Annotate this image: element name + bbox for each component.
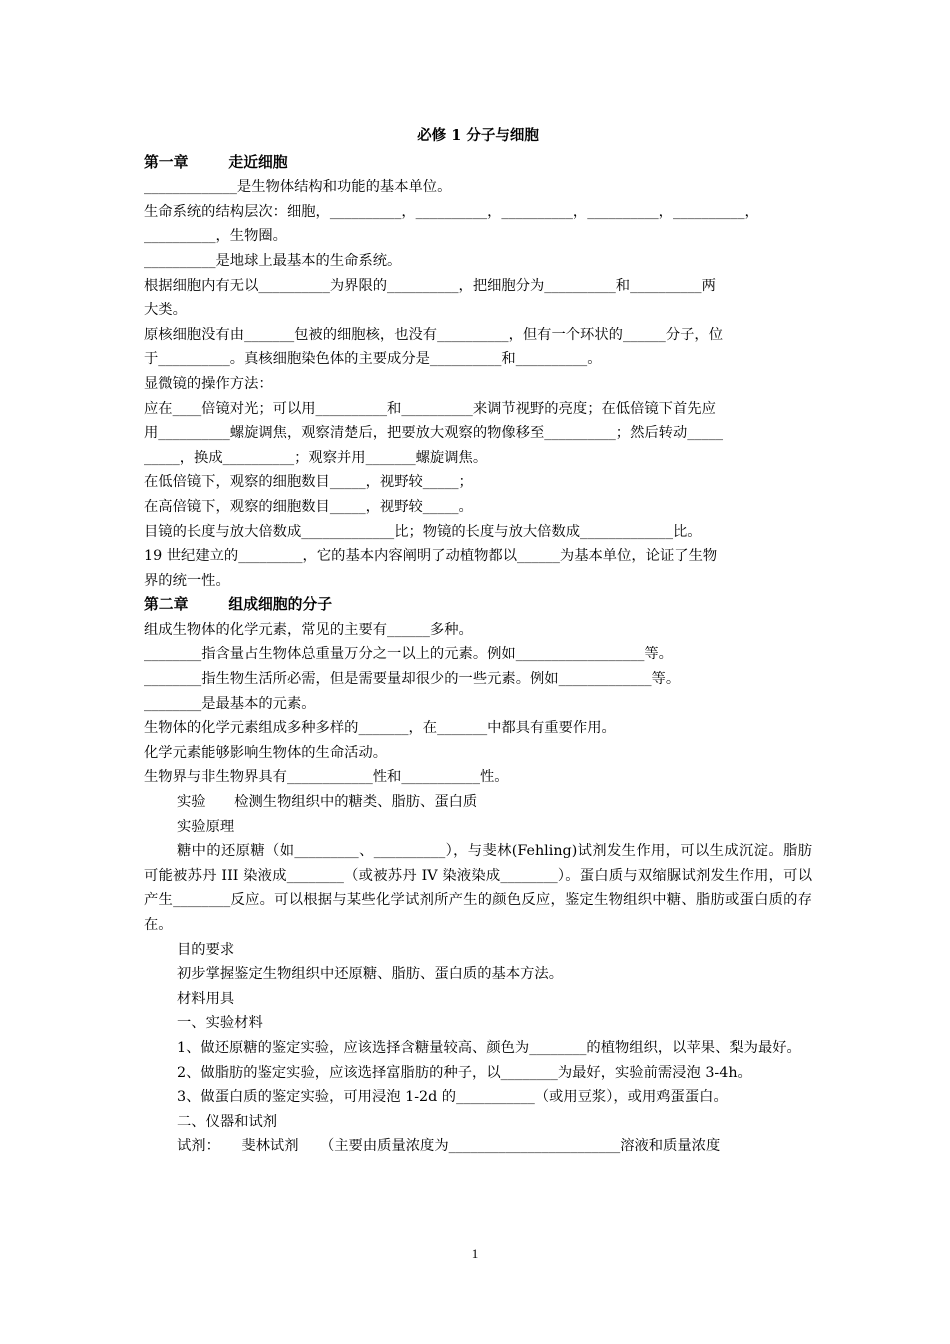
material-item-1: 1、做还原糖的鉴定实验，应该选择含糖量较高、颜色为________的植物组织，以苹果、梨为最好。 (177, 1039, 801, 1056)
text-line: 生命系统的结构层次：细胞，__________，__________，__________，__________，__________， (144, 203, 759, 220)
text-line: 用__________螺旋调焦，观察清楚后，把要放大观察的物像移至__________；然后转动_____ (144, 425, 724, 442)
experiment-title: 实验 检测生物组织中的糖类、脂肪、蛋白质 (177, 794, 478, 811)
purpose-heading: 目的要求 (177, 941, 235, 958)
text-line: 生物界与非生物界具有____________性和___________性。 (144, 769, 509, 786)
chapter-1-number: 第一章 (144, 153, 189, 171)
page-number: 1 (471, 1246, 479, 1261)
material-item-2: 2、做脂肪的鉴定实验，应该选择富脂肪的种子，以________为最好，实验前需浸泡 3-4h。 (177, 1064, 752, 1081)
chapter-1-heading (144, 151, 812, 176)
text-line: 根据细胞内有无以__________为界限的__________，把细胞分为__________和__________两 (144, 277, 716, 294)
text-line: _____________是生物体结构和功能的基本单位。 (144, 179, 452, 196)
text-line: _____，换成__________；观察并用_______螺旋调焦。 (144, 449, 488, 466)
text-line: __________，生物圈。 (144, 228, 287, 245)
document-title: 必修 1 分子与细胞 (417, 127, 539, 144)
principle-heading: 实验原理 (177, 818, 235, 835)
text-line: 目镜的长度与放大倍数成_____________比；物镜的长度与放大倍数成_____________比。 (144, 523, 702, 540)
text-line: 组成生物体的化学元素，常见的主要有______多种。 (144, 621, 473, 638)
text-line: 化学元素能够影响生物体的生命活动。 (144, 744, 388, 761)
chapter-2-number: 第二章 (144, 596, 189, 614)
text-line: 生物体的化学元素组成多种多样的_______，在_______中都具有重要作用。 (144, 720, 616, 737)
chapter-1-name: 走近细胞 (228, 153, 288, 171)
text-line: 19 世纪建立的_________，它的基本内容阐明了动植物都以______为基本单位，论证了生物 (144, 548, 718, 565)
document-body (144, 120, 812, 1159)
material-item-3: 3、做蛋白质的鉴定实验，可用浸泡 1-2d 的___________（或用豆浆），或用鸡蛋蛋白。 (177, 1089, 728, 1106)
text-line: 在低倍镜下，观察的细胞数目_____，视野较_____； (144, 474, 473, 491)
text-line: ________指生物生活所必需，但是需要量却很少的一些元素。例如_____________等。 (144, 671, 681, 688)
materials-heading: 材料用具 (177, 990, 235, 1007)
chapter-2-heading (144, 593, 812, 618)
text-line: 大类。 (144, 302, 187, 319)
text-line: 应在____倍镜对光；可以用__________和__________来调节视野的亮度；在低倍镜下首先应 (144, 400, 716, 417)
text-line: 原核细胞没有由_______包被的细胞核，也没有__________，但有一个环状的______分子，位 (144, 326, 724, 343)
text-line: 显微镜的操作方法： (144, 375, 273, 392)
text-line: 界的统一性。 (144, 572, 230, 589)
text-line: 在高倍镜下，观察的细胞数目_____，视野较_____。 (144, 498, 473, 515)
text-line: ________指含量占生物体总重量万分之一以上的元素。例如__________________等。 (144, 646, 673, 663)
chapter-2-name: 组成细胞的分子 (228, 596, 332, 614)
text-line: __________是地球上最基本的生命系统。 (144, 252, 402, 269)
text-line: ________是最基本的元素。 (144, 695, 316, 712)
principle-paragraph: 糖中的还原糖（如_________、__________），与斐林(Fehling)试剂发生作用，可以生成沉淀。脂肪可能被苏丹 III 染液成________（或被苏丹 IV 染液染成________）。蛋白质与双缩脲试剂发生作用，可以产生________反应。可以根据与某些化学试剂所产生的颜色反应，鉴定生物组织中糖、脂肪或蛋白质的存在。 (144, 843, 812, 933)
text-line: 于__________。真核细胞染色体的主要成分是__________和__________。 (144, 351, 602, 368)
instruments-subheading: 二、仪器和试剂 (177, 1113, 278, 1130)
purpose-paragraph: 初步掌握鉴定生物组织中还原糖、脂肪、蛋白质的基本方法。 (177, 966, 564, 983)
reagent-line: 试剂： 斐林试剂 （主要由质量浓度为________________________溶液和质量浓度 (177, 1138, 721, 1155)
materials-subheading: 一、实验材料 (177, 1015, 263, 1032)
